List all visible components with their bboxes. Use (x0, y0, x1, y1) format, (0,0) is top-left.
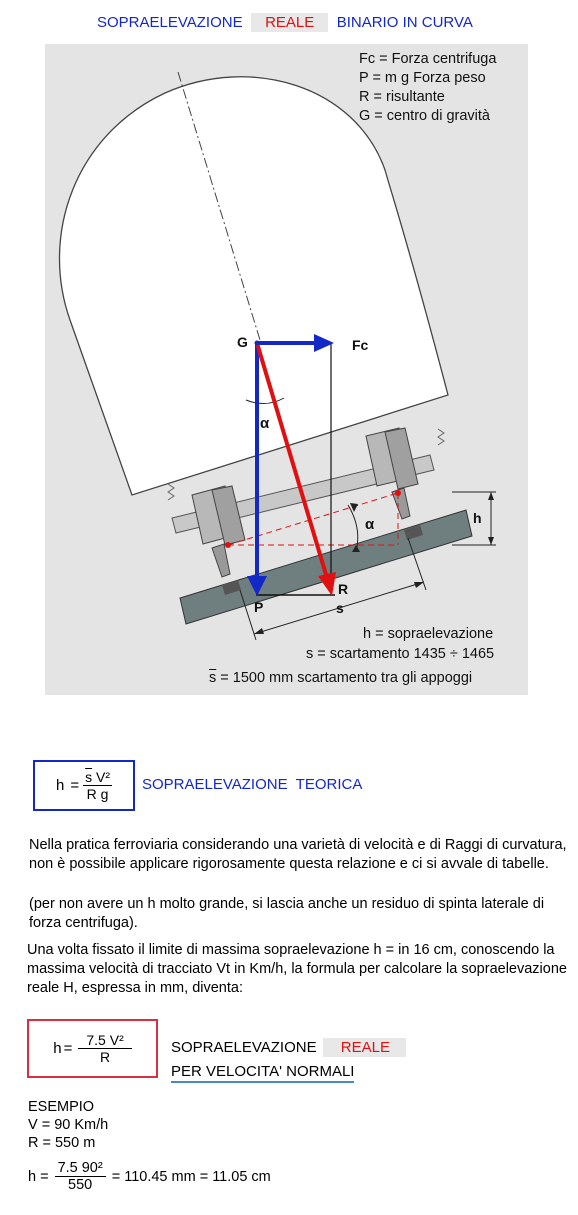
title-part1: SOPRAELEVAZIONE (97, 14, 243, 31)
example-heading: ESEMPIO (28, 1099, 95, 1115)
title-part2: REALE (251, 13, 328, 32)
label-h: h (473, 510, 482, 526)
formula-theoretical-label: SOPRAELEVAZIONE TEORICA (142, 776, 363, 793)
spring-right (438, 429, 444, 445)
label-alpha-1: α (260, 415, 270, 432)
example (28, 1098, 108, 1152)
r-arrow-head (318, 572, 336, 596)
example-denominator: 550 (68, 1177, 93, 1193)
label-alpha-2: α (365, 516, 375, 533)
h-arrow-bottom (488, 537, 494, 545)
legend-r: R = risultante (359, 89, 445, 105)
contact-point-left (225, 542, 231, 548)
formula-real-box (27, 1019, 158, 1078)
example-r: R = 550 m (28, 1135, 96, 1151)
example-lhs: h = (28, 1168, 49, 1185)
example-formula (28, 1160, 271, 1193)
example-v: V = 90 Km/h (28, 1117, 109, 1133)
note-s-bar-text: $\overline{s} = 1500$ mm scartamento tra gli appoggi (209, 670, 473, 686)
legend (359, 50, 496, 126)
note-h: h = sopraelevazione (363, 626, 494, 642)
label-P: P (254, 599, 264, 615)
formula-theoretical-numerator: $\overline{s}$ V² (85, 769, 110, 785)
spring-left (168, 484, 174, 500)
formula-real-denominator: R (99, 1049, 111, 1065)
legend-fc: Fc = Forza centrifuga (359, 51, 497, 67)
formula-real-eq: = (63, 1040, 73, 1057)
example-numerator: 7.5 90² (55, 1160, 106, 1177)
label-Fc: Fc (352, 337, 369, 353)
formula-theoretical-denominator: R g (86, 786, 109, 802)
title-part3: BINARIO IN CURVA (336, 14, 473, 31)
example-fraction (55, 1160, 106, 1193)
formula-real-numerator: 7.5 V² (78, 1032, 131, 1049)
example-result: = 110.45 mm = 11.05 cm (111, 1168, 271, 1185)
formula-real-label-2: REALE (323, 1038, 406, 1057)
formula-real-label-1: SOPRAELEVAZIONE (171, 1039, 317, 1056)
formula-real-lhs: h (53, 1040, 62, 1057)
label-R: R (338, 581, 349, 597)
paragraph-2: (per non avere un h molto grande, si lascia anche un residuo di spinta laterale di forza centrifuga). (29, 896, 545, 931)
label-s: s (336, 600, 344, 616)
s-arrow-right (414, 582, 424, 588)
h-arrow-top (488, 492, 494, 500)
formula-real-label-3: PER VELOCITA' NORMALI (171, 1063, 354, 1083)
legend-g: G = centro di gravità (359, 108, 490, 124)
label-G: G (237, 334, 248, 350)
legend-p: P = m g Forza peso (359, 70, 486, 86)
wheel-left-flange (212, 544, 230, 577)
formula-theoretical-box (33, 760, 135, 811)
contact-point-right (395, 490, 401, 496)
paragraph-1: Nella pratica ferroviaria considerando una varietà di velocità e di Raggi di curvatura, non è possibile applicare rigorosamente questa relazione e ci si avvale di tabelle. (29, 837, 567, 872)
note-s-bar (209, 669, 472, 688)
formula-theoretical-lhs: h (56, 777, 65, 794)
g-point (255, 341, 260, 346)
formula-theoretical-eq: = (70, 777, 80, 794)
note-s: s = scartamento 1435 ÷ 1465 (306, 646, 495, 662)
formula-real-label (171, 1039, 406, 1056)
s-arrow-left (254, 628, 264, 634)
formula-real-fraction (78, 1032, 131, 1065)
formula-theoretical-fraction (83, 769, 112, 802)
paragraph-3: Una volta fissato il limite di massima sopraelevazione h = in 16 cm, conoscendo la massima velocità di tracciato Vt in Km/h, la formula per calcolare la sopraelevazione reale H, espressa in mm, diventa: (27, 942, 567, 996)
wheel-right-flange (392, 488, 410, 519)
